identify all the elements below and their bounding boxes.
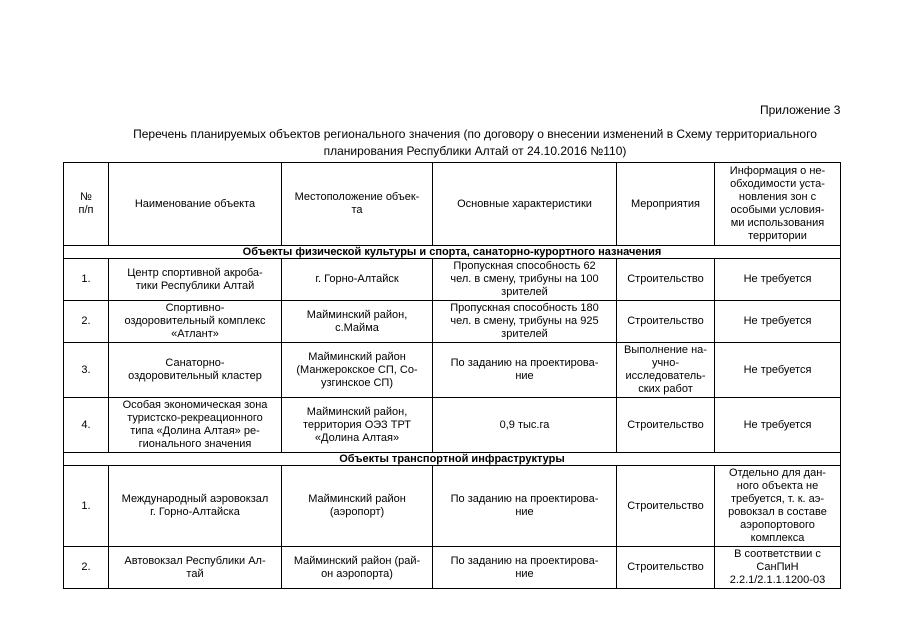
cell-name: Международный аэровокзал г. Горно-Алтайска (109, 466, 282, 547)
table-row (64, 343, 841, 398)
table-row (64, 547, 841, 589)
cell-characteristics: 0,9 тыс.га (433, 398, 617, 453)
header-num: № п/п (64, 163, 109, 246)
cell-info: В соответствии с СанПиН 2.2.1/2.1.1.1200-03 (715, 547, 841, 589)
table-row (64, 398, 841, 453)
table-row (64, 466, 841, 547)
section-title: Объекты физической культуры и спорта, санаторно-курортного назначения (64, 246, 841, 259)
cell-characteristics: По заданию на проектирова- ние (433, 466, 617, 547)
cell-location: г. Горно-Алтайск (282, 259, 433, 301)
cell-location: Майминский район (рай- он аэропорта) (282, 547, 433, 589)
header-info: Информация о не- обходимости уста- новления зон с особыми условия- ми использования территории (715, 163, 841, 246)
cell-name: Особая экономическая зона туристско-рекреационного типа «Долина Алтая» ре- гионального значения (109, 398, 282, 453)
cell-info: Не требуется (715, 343, 841, 398)
objects-table (63, 162, 841, 589)
section-row (64, 246, 841, 259)
table-header-row (64, 163, 841, 246)
section-title: Объекты транспортной инфраструктуры (64, 453, 841, 466)
header-name: Наименование объекта (109, 163, 282, 246)
table-row (64, 301, 841, 343)
cell-characteristics: По заданию на проектирова- ние (433, 343, 617, 398)
cell-characteristics: По заданию на проектирова- ние (433, 547, 617, 589)
cell-measures: Строительство (617, 398, 715, 453)
cell-num: 2. (64, 301, 109, 343)
cell-location: Майминский район, территория ОЭЗ ТРТ «Долина Алтая» (282, 398, 433, 453)
cell-name: Санаторно- оздоровительный кластер (109, 343, 282, 398)
cell-characteristics: Пропускная способность 180 чел. в смену, трибуны на 925 зрителей (433, 301, 617, 343)
cell-measures: Строительство (617, 301, 715, 343)
cell-info: Не требуется (715, 301, 841, 343)
cell-num: 4. (64, 398, 109, 453)
cell-info: Не требуется (715, 398, 841, 453)
cell-location: Майминский район (Манжерокское СП, Со- узгинское СП) (282, 343, 433, 398)
header-characteristics: Основные характеристики (433, 163, 617, 246)
section-row (64, 453, 841, 466)
cell-measures: Строительство (617, 547, 715, 589)
appendix-label: Приложение 3 (760, 103, 841, 117)
cell-location: Майминский район, с.Майма (282, 301, 433, 343)
cell-location: Майминский район (аэропорт) (282, 466, 433, 547)
header-location: Местоположение объек- та (282, 163, 433, 246)
cell-num: 1. (64, 259, 109, 301)
cell-characteristics: Пропускная способность 62 чел. в смену, трибуны на 100 зрителей (433, 259, 617, 301)
cell-measures: Строительство (617, 466, 715, 547)
table-row (64, 259, 841, 301)
cell-info: Не требуется (715, 259, 841, 301)
cell-measures: Строительство (617, 259, 715, 301)
cell-num: 2. (64, 547, 109, 589)
header-measures: Мероприятия (617, 163, 715, 246)
cell-info: Отдельно для дан- ного объекта не требуется, т. к. аэ- ровокзал в составе аэропортового комплекса (715, 466, 841, 547)
cell-name: Автовокзал Республики Ал- тай (109, 547, 282, 589)
document-title: Перечень планируемых объектов регионального значения (по договору о внесении изменений в Схему территориального планирования Республики Алтай от 24.10.2016 №110) (133, 127, 817, 158)
cell-name: Спортивно- оздоровительный комплекс «Атлант» (109, 301, 282, 343)
cell-name: Центр спортивной акроба- тики Республики Алтай (109, 259, 282, 301)
cell-num: 3. (64, 343, 109, 398)
cell-num: 1. (64, 466, 109, 547)
cell-measures: Выполнение на- учно- исследователь- ских работ (617, 343, 715, 398)
